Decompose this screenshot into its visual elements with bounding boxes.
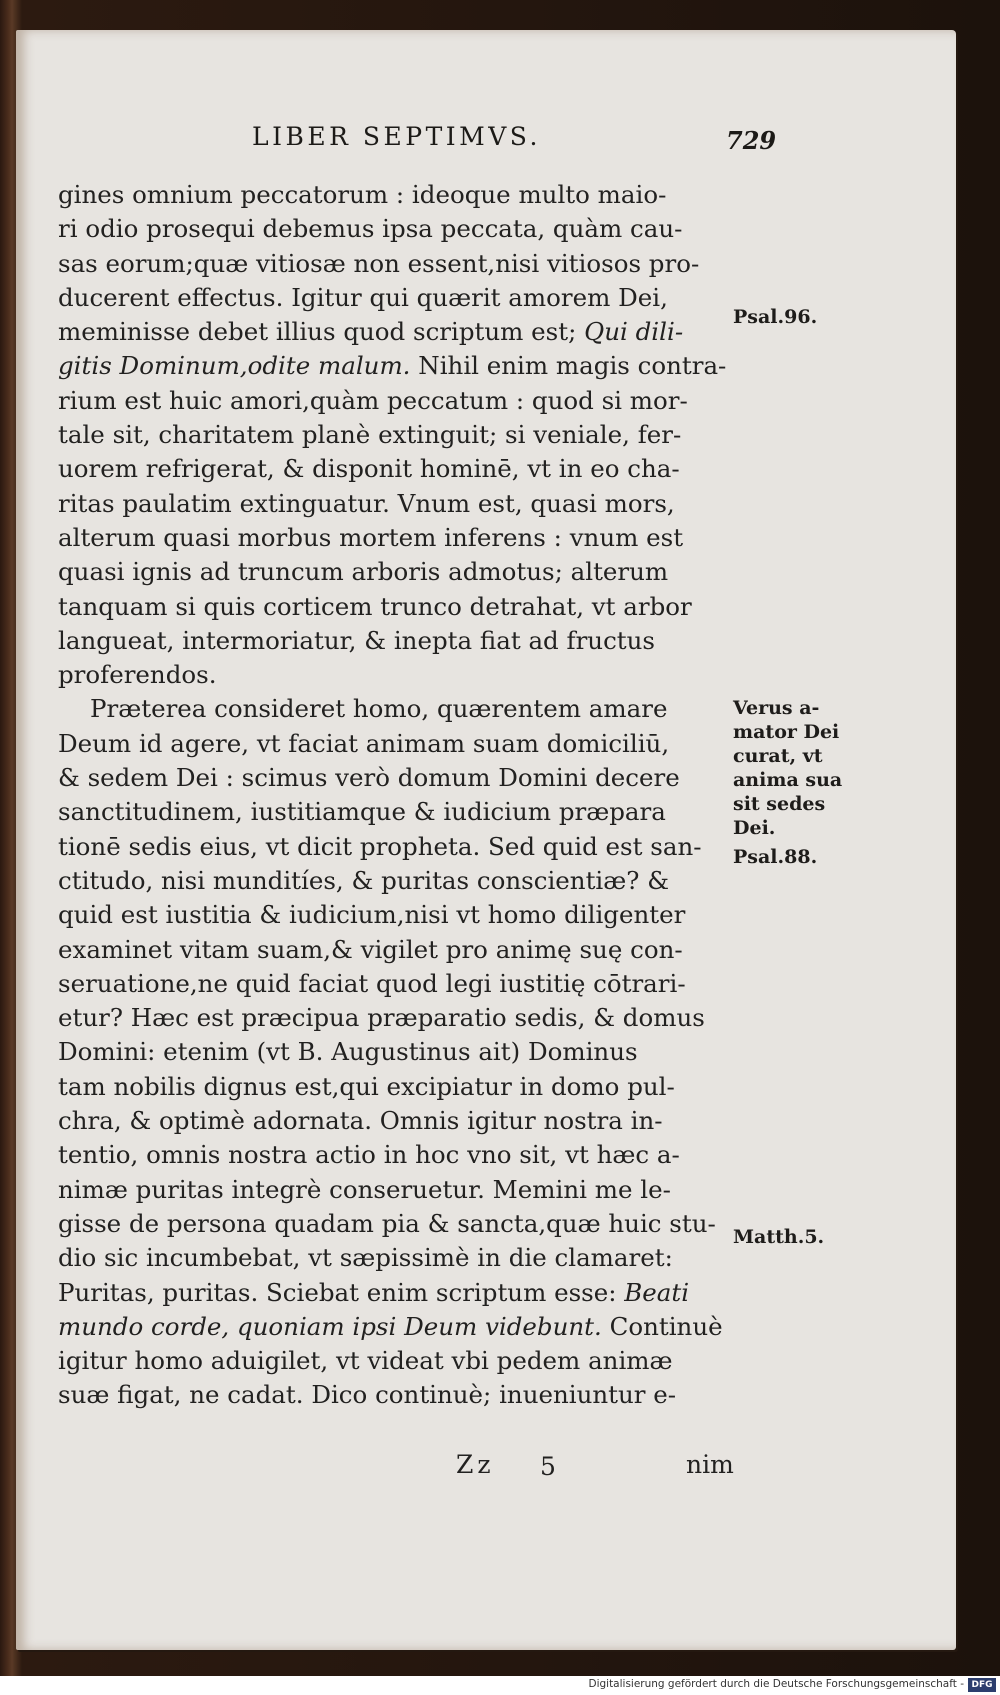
text-segment: Nihil enim magis contra- xyxy=(410,351,727,381)
text-segment: tionē sedis eius, vt dicit propheta. Sed quid est san- xyxy=(58,831,702,861)
margin-note-line: sit sedes xyxy=(733,793,826,815)
text-segment: quasi ignis ad truncum arboris admotus; alterum xyxy=(58,557,669,587)
text-line xyxy=(58,452,738,486)
text-line xyxy=(58,1138,738,1172)
text-line xyxy=(58,1173,738,1207)
margin-note-line: Verus a- xyxy=(733,697,820,719)
margin-note-line: curat, vt xyxy=(733,745,823,767)
text-segment: Domini: etenim (vt B. Augustinus ait) Dominus xyxy=(58,1037,638,1067)
text-segment: tam nobilis dignus est,qui excipiatur in domo pul- xyxy=(58,1071,675,1101)
text-line xyxy=(58,1344,738,1378)
text-line xyxy=(58,178,738,212)
text-line xyxy=(58,212,738,246)
text-segment: tale sit, charitatem planè extinguit; si veniale, fer- xyxy=(58,420,682,450)
signature-number: 5 xyxy=(540,1452,556,1481)
text-line xyxy=(58,624,738,658)
margin-note-verus-amator xyxy=(733,696,842,840)
page-number: 729 xyxy=(726,126,777,155)
text-line xyxy=(58,418,738,452)
text-segment: langueat, intermoriatur, & inepta fiat ad fructus xyxy=(58,625,656,655)
text-line xyxy=(58,727,738,761)
text-segment: & sedem Dei : scimus verò domum Domini decere xyxy=(58,763,680,793)
digitization-footer xyxy=(0,1676,1000,1695)
text-line xyxy=(58,1378,738,1412)
text-segment: uorem refrigerat, & disponit hominē, vt in eo cha- xyxy=(58,454,680,484)
text-segment: gisse de persona quadam pia & sancta,quæ huic stu- xyxy=(58,1208,716,1238)
text-line xyxy=(58,281,738,315)
text-segment: Puritas, puritas. Sciebat enim scriptum esse: xyxy=(58,1277,625,1307)
main-text-block xyxy=(58,178,738,1413)
text-segment: sas eorum;quæ vitiosæ non essent,nisi vitiosos pro- xyxy=(58,248,700,278)
text-segment: alterum quasi morbus mortem inferens : vnum est xyxy=(58,522,684,552)
margin-note-line: anima sua xyxy=(733,769,843,791)
text-segment: meminisse debet illius quod scriptum est; xyxy=(58,317,585,347)
text-segment: Continuè xyxy=(601,1311,723,1341)
text-line xyxy=(58,898,738,932)
catchword: nim xyxy=(686,1450,734,1479)
text-segment: ducerent effectus. Igitur qui quærit amorem Dei, xyxy=(58,282,668,312)
text-line xyxy=(58,1001,738,1035)
text-line xyxy=(58,864,738,898)
text-line xyxy=(58,247,738,281)
margin-note-line: Dei. xyxy=(733,817,776,839)
margin-note-psal88: Psal.88. xyxy=(733,846,818,868)
signature-line xyxy=(456,1450,756,1484)
text-segment: gines omnium peccatorum : ideoque multo maio- xyxy=(58,180,667,209)
text-segment: igitur homo aduigilet, vt videat vbi pedem animæ xyxy=(58,1346,673,1376)
book-page xyxy=(16,30,956,1650)
text-line xyxy=(58,1035,738,1069)
running-head xyxy=(16,122,956,162)
text-segment: Præterea consideret homo, quærentem amare xyxy=(90,694,668,724)
text-line xyxy=(58,315,738,349)
text-line xyxy=(58,521,738,555)
text-segment: Deum id agere, vt faciat animam suam domiciliū, xyxy=(58,728,670,758)
text-segment: dio sic incumbebat, vt sæpissimè in die clamaret: xyxy=(58,1243,673,1273)
text-segment: seruatione,ne quid faciat quod legi iustitię cōtrari- xyxy=(58,968,686,998)
text-line xyxy=(58,590,738,624)
text-line xyxy=(58,1241,738,1275)
text-segment: tanquam si quis corticem trunco detrahat, vt arbor xyxy=(58,591,692,621)
text-line xyxy=(58,384,738,418)
text-line xyxy=(58,487,738,521)
text-segment: sanctitudinem, iustitiamque & iudicium præpara xyxy=(58,797,666,827)
margin-note-psal96: Psal.96. xyxy=(733,306,818,328)
italic-quotation: mundo corde, quoniam ipsi Deum videbunt. xyxy=(58,1311,602,1341)
text-segment: tentio, omnis nostra actio in hoc vno sit, vt hæc a- xyxy=(58,1140,680,1170)
text-line xyxy=(58,555,738,589)
text-segment: ri odio prosequi debemus ipsa peccata, quàm cau- xyxy=(58,214,683,244)
text-line xyxy=(58,692,738,726)
text-line xyxy=(58,795,738,829)
signature-mark: Zz xyxy=(456,1450,495,1479)
text-line xyxy=(58,830,738,864)
text-segment: nimæ puritas integrè conseruetur. Memini me le- xyxy=(58,1174,671,1204)
text-segment: quid est iustitia & iudicium,nisi vt homo diligenter xyxy=(58,900,686,930)
text-line xyxy=(58,1310,738,1344)
funding-credit: Digitalisierung gefördert durch die Deutsche Forschungsgemeinschaft - xyxy=(588,1678,964,1690)
text-line xyxy=(58,1276,738,1310)
text-line xyxy=(58,933,738,967)
text-line xyxy=(58,1207,738,1241)
italic-quotation: Beati xyxy=(624,1277,690,1307)
text-segment: chra, & optimè adornata. Omnis igitur nostra in- xyxy=(58,1106,663,1136)
text-segment: examinet vitam suam,& vigilet pro animę suę con- xyxy=(58,934,683,964)
text-line xyxy=(58,1104,738,1138)
text-line xyxy=(58,761,738,795)
text-segment: suæ figat, ne cadat. Dico continuè; inueniuntur e- xyxy=(58,1380,677,1410)
margin-note-matth: Matth.5. xyxy=(733,1226,825,1248)
text-line xyxy=(58,658,738,692)
dfg-logo: DFG xyxy=(968,1678,996,1692)
italic-quotation: gitis Dominum,odite malum. xyxy=(58,351,411,381)
running-title: LIBER SEPTIMVS. xyxy=(252,122,541,151)
text-line xyxy=(58,967,738,1001)
margin-note-line: mator Dei xyxy=(733,721,840,743)
italic-quotation: Qui dili- xyxy=(584,317,684,347)
text-segment: ritas paulatim extinguatur. Vnum est, quasi mors, xyxy=(58,488,675,518)
text-segment: ctitudo, nisi munditíes, & puritas conscientiæ? & xyxy=(58,865,670,895)
text-segment: rium est huic amori,quàm peccatum : quod si mor- xyxy=(58,385,688,415)
text-segment: proferendos. xyxy=(58,660,217,690)
text-line xyxy=(58,1070,738,1104)
text-segment: etur? Hæc est præcipua præparatio sedis, & domus xyxy=(58,1003,705,1033)
text-line xyxy=(58,349,738,383)
